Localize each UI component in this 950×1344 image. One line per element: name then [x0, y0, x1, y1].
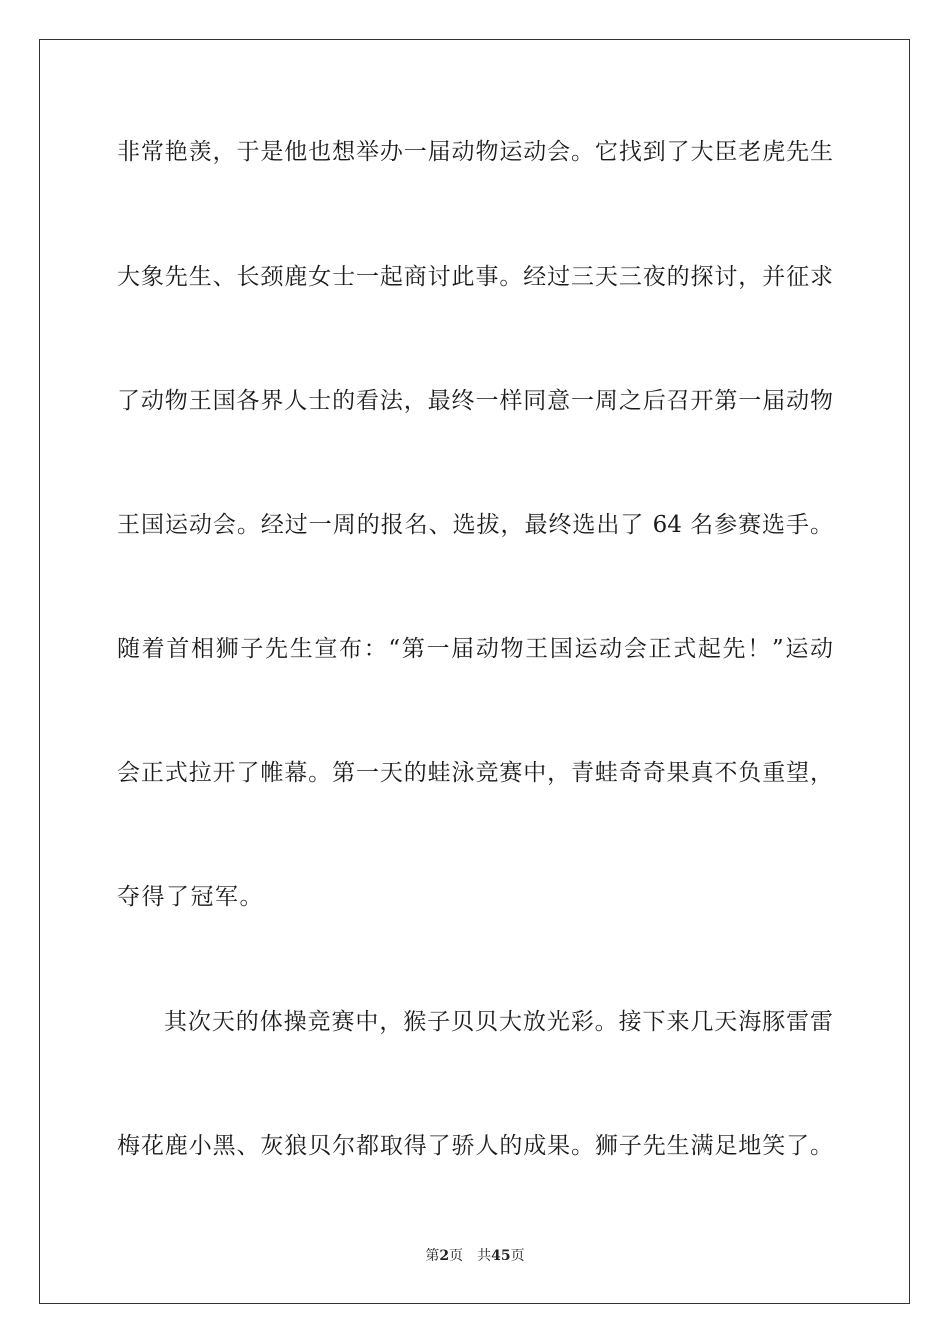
- page-prefix: 第: [425, 1248, 440, 1264]
- text-line: 随着首相狮子先生宣布：“第一届动物王国运动会正式起先！”运动: [117, 636, 833, 662]
- page-border: [39, 39, 910, 1304]
- page-suffix: 页: [449, 1248, 464, 1264]
- text-line: 夺得了冠军。: [117, 884, 264, 910]
- text-line: 梅花鹿小黑、灰狼贝尔都取得了骄人的成果。狮子先生满足地笑了。: [117, 1133, 833, 1159]
- text-line: 大象先生、长颈鹿女士一起商讨此事。经过三天三夜的探讨，并征求: [117, 264, 833, 290]
- page-number: 2: [439, 1248, 450, 1264]
- text-line: 非常艳羡，于是他也想举办一届动物运动会。它找到了大臣老虎先生: [117, 139, 833, 165]
- text-line: 王国运动会。经过一周的报名、选拔，最终选出了 64 名参赛选手。: [117, 512, 833, 538]
- page-footer: [0, 1247, 950, 1265]
- text-line: 会正式拉开了帷幕。第一天的蛙泳竞赛中，青蛙奇奇果真不负重望，: [117, 760, 833, 786]
- total-prefix: 共: [477, 1248, 492, 1264]
- total-pages: 45: [491, 1248, 511, 1264]
- paragraph-first-line: 其次天的体操竞赛中，猴子贝贝大放光彩。接下来几天海豚雷雷: [164, 1009, 833, 1035]
- total-suffix: 页: [510, 1248, 525, 1264]
- text-line: 了动物王国各界人士的看法，最终一样同意一周之后召开第一届动物: [117, 388, 833, 414]
